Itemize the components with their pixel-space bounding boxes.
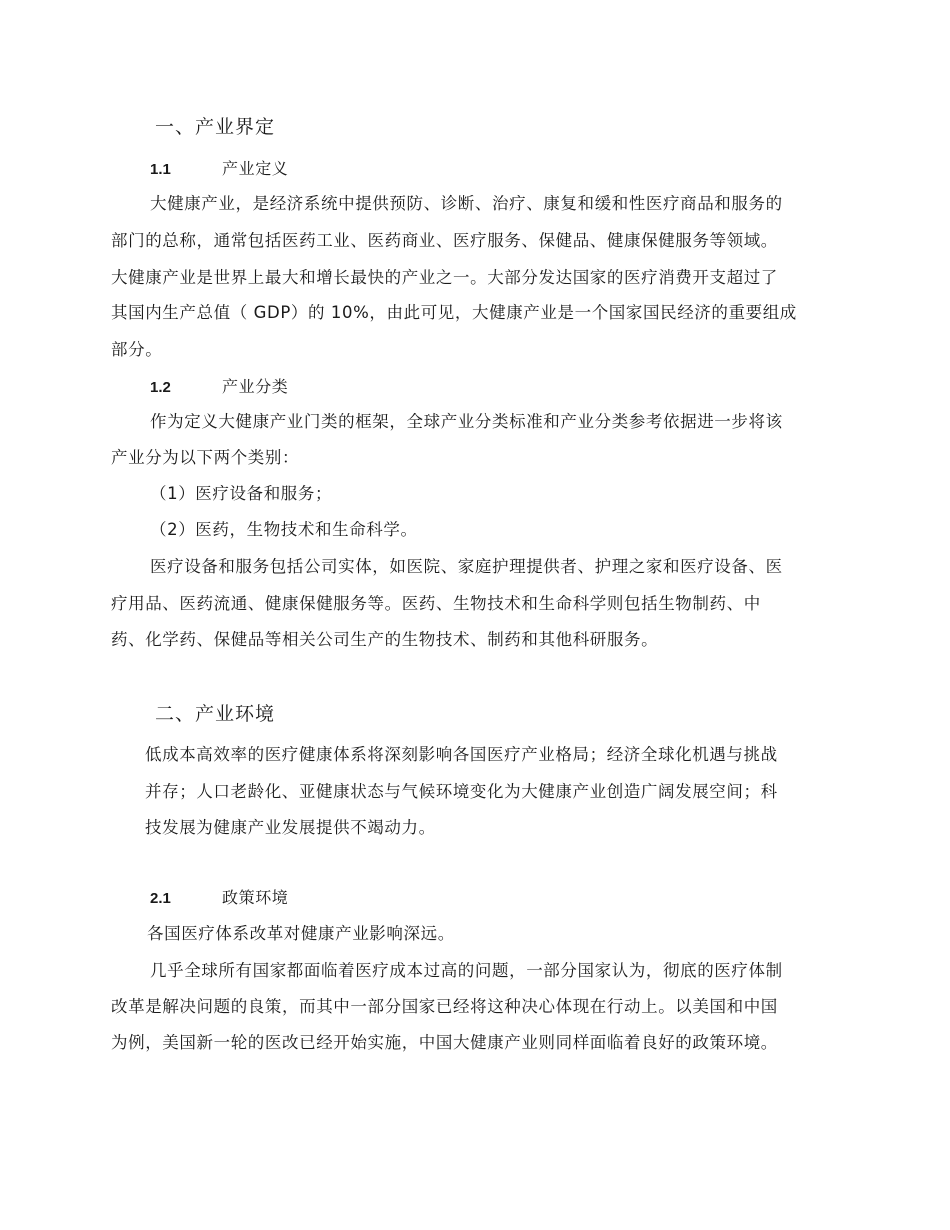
paragraph-line: 大健康产业是世界上最大和增长最快的产业之一。大部分发达国家的医疗消费开支超过了 [111, 268, 778, 287]
paragraph-line: 疗用品、医药流通、健康保健服务等。医药、生物技术和生命科学则包括生物制药、中 [111, 594, 761, 613]
paragraph-line: 其国内生产总值（ GDP）的 10%，由此可见，大健康产业是一个国家国民经济的重要组成 [111, 303, 797, 322]
paragraph-line: 为例，美国新一轮的医改已经开始实施，中国大健康产业则同样面临着良好的政策环境。 [111, 1033, 778, 1052]
paragraph-line: 作为定义大健康产业门类的框架，全球产业分类标准和产业分类参考依据进一步将该 [150, 412, 783, 431]
subsection-number: 1.1 [150, 161, 171, 178]
subsection-number: 1.2 [150, 379, 171, 396]
subsection-title: 产业定义 [222, 159, 289, 178]
paragraph-line: 改革是解决问题的良策，而其中一部分国家已经将这种决心体现在行动上。以美国和中国 [111, 997, 778, 1016]
section-heading: 二、产业环境 [155, 703, 276, 725]
paragraph-line: 部门的总称，通常包括医药工业、医药商业、医疗服务、保健品、健康保健服务等领域。 [111, 231, 778, 250]
paragraph-line: 低成本高效率的医疗健康体系将深刻影响各国医疗产业格局；经济全球化机遇与挑战 [145, 745, 778, 764]
paragraph-line: 几乎全球所有国家都面临着医疗成本过高的问题，一部分国家认为，彻底的医疗体制 [150, 961, 783, 980]
paragraph-lead: 各国医疗体系改革对健康产业影响深远。 [147, 924, 455, 943]
list-item: （2）医药，生物技术和生命科学。 [150, 520, 418, 539]
paragraph-line: 医疗设备和服务包括公司实体，如医院、家庭护理提供者、护理之家和医疗设备、医 [150, 557, 783, 576]
paragraph-line: 大健康产业，是经济系统中提供预防、诊断、治疗、康复和缓和性医疗商品和服务的 [150, 194, 783, 213]
subsection-title: 产业分类 [222, 377, 289, 396]
subsection-heading [150, 887, 288, 910]
paragraph-line: 产业分为以下两个类别： [111, 448, 300, 467]
paragraph-line: 药、化学药、保健品等相关公司生产的生物技术、制药和其他科研服务。 [111, 630, 659, 649]
paragraph-line: 技发展为健康产业发展提供不竭动力。 [145, 818, 436, 837]
subsection-number: 2.1 [150, 890, 171, 907]
paragraph-line: 并存；人口老龄化、亚健康状态与气候环境变化为大健康产业创造广阔发展空间；科 [145, 782, 778, 801]
section-heading: 一、产业界定 [155, 116, 276, 138]
subsection-heading [150, 376, 288, 399]
list-item: （1）医疗设备和服务； [150, 484, 333, 503]
subsection-heading [150, 158, 288, 181]
paragraph-line: 部分。 [111, 340, 163, 359]
subsection-title: 政策环境 [222, 888, 289, 907]
